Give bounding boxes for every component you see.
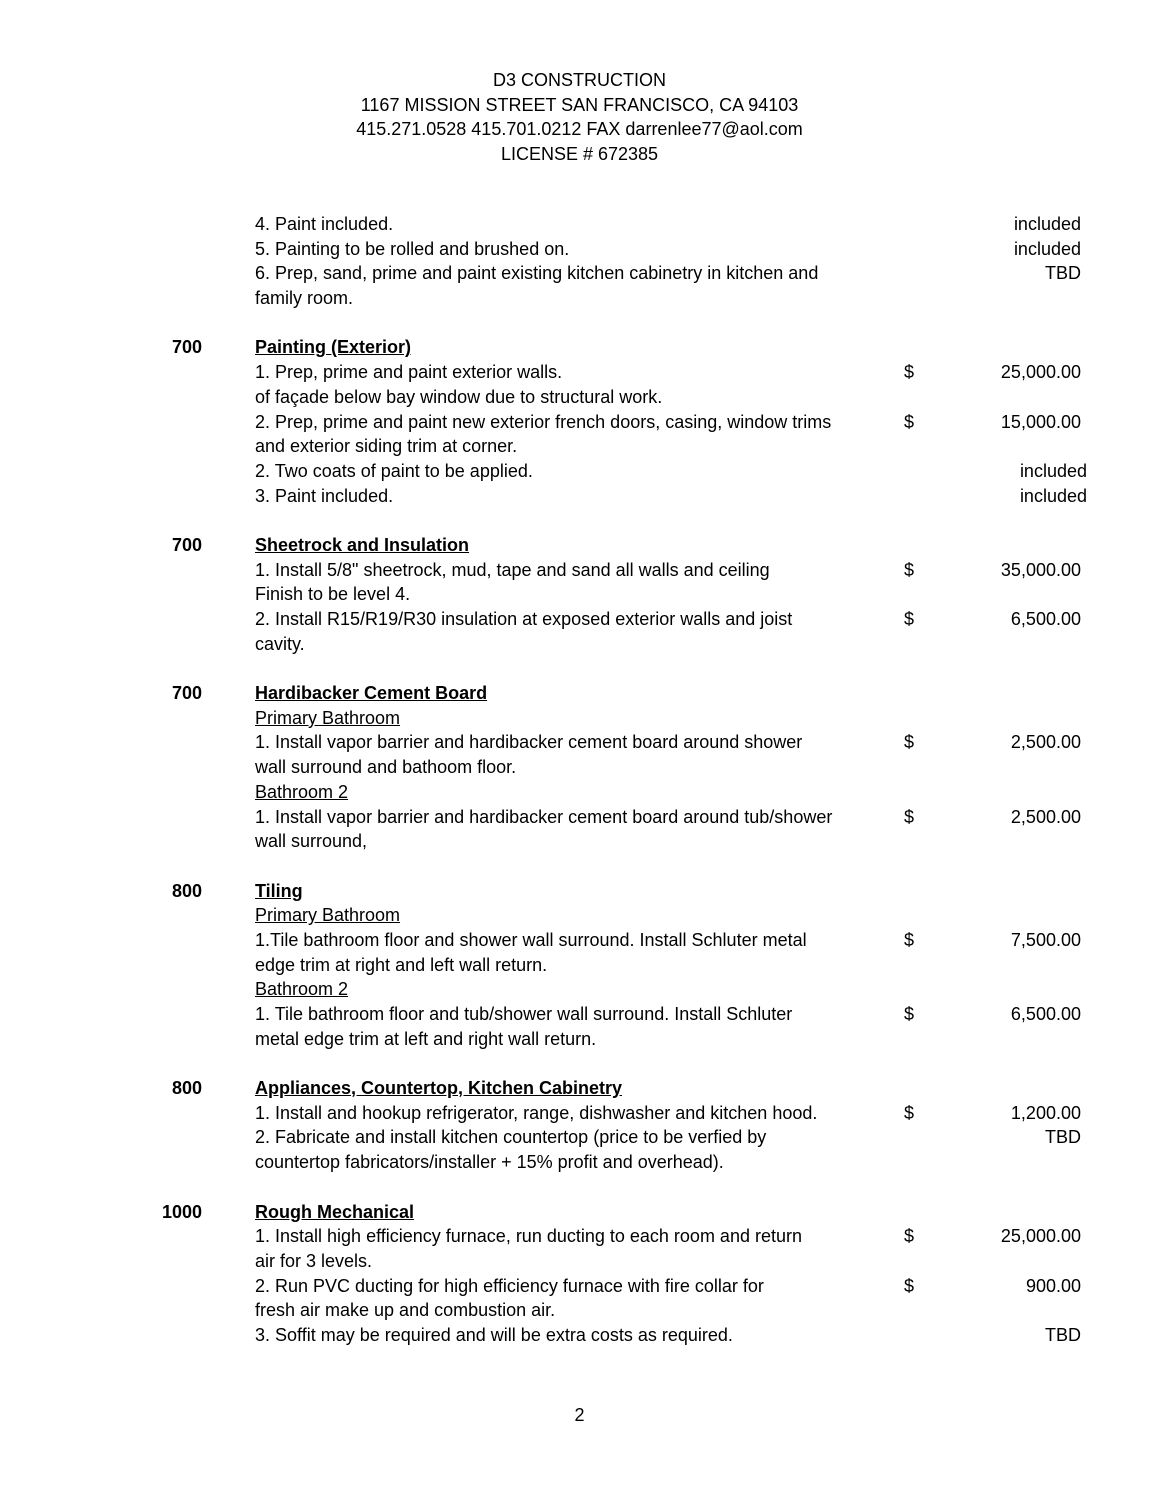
section-spacer	[0, 508, 1159, 533]
estimate-line-items	[0, 212, 1159, 1348]
item-description: 6. Prep, sand, prime and paint existing kitchen cabinetry in kitchen and	[255, 263, 819, 284]
item-description: 1. Install vapor barrier and hardibacker cement board around tub/shower	[255, 806, 833, 827]
item-amount: included	[1019, 460, 1087, 481]
item-amount: 15,000.00	[1000, 411, 1081, 432]
item-amount: 35,000.00	[1000, 559, 1081, 580]
license-number: LICENSE # 672385	[500, 144, 659, 165]
item-description: 1. Install and hookup refrigerator, range, dishwasher and kitchen hood.	[255, 1102, 818, 1123]
item-description: 5. Painting to be rolled and brushed on.	[255, 238, 570, 259]
currency-symbol: $	[904, 732, 915, 753]
item-amount: 2,500.00	[1010, 806, 1081, 827]
item-amount: TBD	[1045, 263, 1081, 284]
item-description: 1. Prep, prime and paint exterior walls.	[255, 362, 563, 383]
section-code: 700	[171, 534, 202, 555]
line-item-row	[0, 730, 1159, 755]
item-description: wall surround and bathoom floor.	[255, 757, 517, 778]
line-item-row	[0, 1298, 1159, 1323]
currency-symbol: $	[904, 609, 915, 629]
currency-symbol: $	[904, 411, 915, 432]
section-code: 1000	[161, 1201, 202, 1222]
item-description: 3. Paint included.	[255, 485, 394, 506]
line-item-row	[0, 1150, 1159, 1175]
section-spacer	[0, 656, 1159, 681]
company-contact: 415.271.0528 415.701.0212 FAX darrenlee77@aol.com	[356, 119, 803, 140]
line-item-row	[0, 385, 1159, 410]
section-code: 800	[171, 1078, 202, 1099]
line-item-row	[0, 632, 1159, 657]
line-item-row	[0, 212, 1159, 237]
item-description: of façade below bay window due to structural work.	[255, 386, 663, 407]
line-item-row	[0, 1027, 1159, 1052]
line-item-row	[0, 261, 1159, 286]
line-item-row	[0, 434, 1159, 459]
section-spacer	[0, 311, 1159, 336]
section-header-row	[0, 681, 1159, 706]
item-description: 1. Install high efficiency furnace, run ducting to each room and return	[255, 1226, 802, 1247]
line-item-row	[0, 928, 1159, 953]
item-amount: 7,500.00	[1010, 929, 1081, 950]
line-item-row	[0, 1323, 1159, 1348]
item-description: metal edge trim at left and right wall return.	[255, 1028, 597, 1049]
page-number: 2	[574, 1405, 585, 1425]
item-description: 2. Prep, prime and paint new exterior french doors, casing, window trims	[255, 411, 832, 432]
subsection-title: Primary Bathroom	[255, 905, 401, 926]
subsection-title: Bathroom 2	[255, 781, 349, 802]
section-code: 700	[171, 337, 202, 358]
item-amount: 6,500.00	[1010, 1004, 1081, 1024]
line-item-row	[0, 780, 1159, 805]
line-item-row	[0, 1224, 1159, 1249]
line-item-row	[0, 237, 1159, 262]
line-item-row	[0, 903, 1159, 928]
item-amount: 25,000.00	[1000, 362, 1081, 383]
line-item-row	[0, 1249, 1159, 1274]
line-item-row	[0, 706, 1159, 731]
item-description: air for 3 levels.	[255, 1250, 373, 1271]
section-header-row	[0, 335, 1159, 360]
section-title: Hardibacker Cement Board	[255, 683, 488, 704]
item-amount: 2,500.00	[1010, 732, 1081, 753]
item-description: 2. Fabricate and install kitchen countertop (price to be verfied by	[255, 1127, 767, 1148]
section-title: Rough Mechanical	[255, 1201, 415, 1222]
line-item-row	[0, 953, 1159, 978]
letterhead	[0, 68, 1159, 167]
item-description: 1. Install 5/8" sheetrock, mud, tape and sand all walls and ceiling	[255, 559, 770, 580]
section-code: 800	[171, 880, 202, 901]
item-description: 2. Two coats of paint to be applied.	[255, 460, 533, 481]
line-item-row	[0, 829, 1159, 854]
currency-symbol: $	[904, 929, 915, 950]
line-item-row	[0, 1101, 1159, 1126]
line-item-row	[0, 1125, 1159, 1150]
item-description: edge trim at right and left wall return.	[255, 954, 548, 975]
section-header-row	[0, 1076, 1159, 1101]
line-item-row	[0, 755, 1159, 780]
section-title: Appliances, Countertop, Kitchen Cabinetry	[255, 1078, 623, 1099]
company-name: D3 CONSTRUCTION	[492, 70, 666, 90]
subsection-title: Primary Bathroom	[255, 707, 401, 728]
item-description: and exterior siding trim at corner.	[255, 436, 518, 457]
subsection-title: Bathroom 2	[255, 979, 349, 1000]
currency-symbol: $	[904, 1275, 915, 1296]
currency-symbol: $	[904, 1004, 915, 1024]
line-item-row	[0, 582, 1159, 607]
item-description: 3. Soffit may be required and will be extra costs as required.	[255, 1324, 733, 1345]
item-description: 1. Tile bathroom floor and tub/shower wall surround. Install Schluter	[255, 1004, 793, 1024]
currency-symbol: $	[904, 362, 915, 383]
item-amount: included	[1013, 238, 1081, 259]
line-item-row	[0, 1274, 1159, 1299]
section-header-row	[0, 1200, 1159, 1225]
item-amount: included	[1013, 214, 1081, 234]
item-description: Finish to be level 4.	[255, 584, 411, 605]
section-header-row	[0, 533, 1159, 558]
item-amount: included	[1019, 485, 1087, 506]
item-description: 4. Paint included.	[255, 214, 394, 234]
line-item-row	[0, 410, 1159, 435]
line-item-row	[0, 558, 1159, 583]
currency-symbol: $	[904, 1226, 915, 1247]
item-description: cavity.	[255, 633, 305, 654]
company-address: 1167 MISSION STREET SAN FRANCISCO, CA 94103	[360, 94, 799, 115]
item-description: 1. Install vapor barrier and hardibacker cement board around shower	[255, 732, 803, 753]
item-description: countertop fabricators/installer + 15% profit and overhead).	[255, 1152, 724, 1173]
line-item-row	[0, 805, 1159, 830]
item-amount: 1,200.00	[1010, 1102, 1081, 1123]
line-item-row	[0, 1002, 1159, 1027]
section-header-row	[0, 879, 1159, 904]
item-description: family room.	[255, 288, 354, 309]
section-code: 700	[171, 683, 202, 704]
line-item-row	[0, 977, 1159, 1002]
item-amount: 6,500.00	[1010, 609, 1081, 629]
item-description: 1.Tile bathroom floor and shower wall surround. Install Schluter metal	[255, 929, 807, 950]
item-description: fresh air make up and combustion air.	[255, 1300, 556, 1321]
section-title: Sheetrock and Insulation	[255, 534, 470, 555]
line-item-row	[0, 286, 1159, 311]
item-amount: 25,000.00	[1000, 1226, 1081, 1247]
item-description: 2. Run PVC ducting for high efficiency furnace with fire collar for	[255, 1275, 764, 1296]
currency-symbol: $	[904, 806, 915, 827]
item-amount: TBD	[1045, 1127, 1081, 1148]
line-item-row	[0, 360, 1159, 385]
item-description: 2. Install R15/R19/R30 insulation at exposed exterior walls and joist	[255, 609, 793, 629]
section-title: Tiling	[255, 880, 303, 901]
currency-symbol: $	[904, 1102, 915, 1123]
item-amount: 900.00	[1025, 1275, 1081, 1296]
item-amount: TBD	[1045, 1324, 1081, 1345]
section-spacer	[0, 1175, 1159, 1200]
line-item-row	[0, 484, 1159, 509]
currency-symbol: $	[904, 559, 915, 580]
section-spacer	[0, 1051, 1159, 1076]
section-spacer	[0, 854, 1159, 879]
section-title: Painting (Exterior)	[255, 337, 412, 358]
line-item-row	[0, 459, 1159, 484]
line-item-row	[0, 607, 1159, 632]
item-description: wall surround,	[255, 831, 368, 852]
